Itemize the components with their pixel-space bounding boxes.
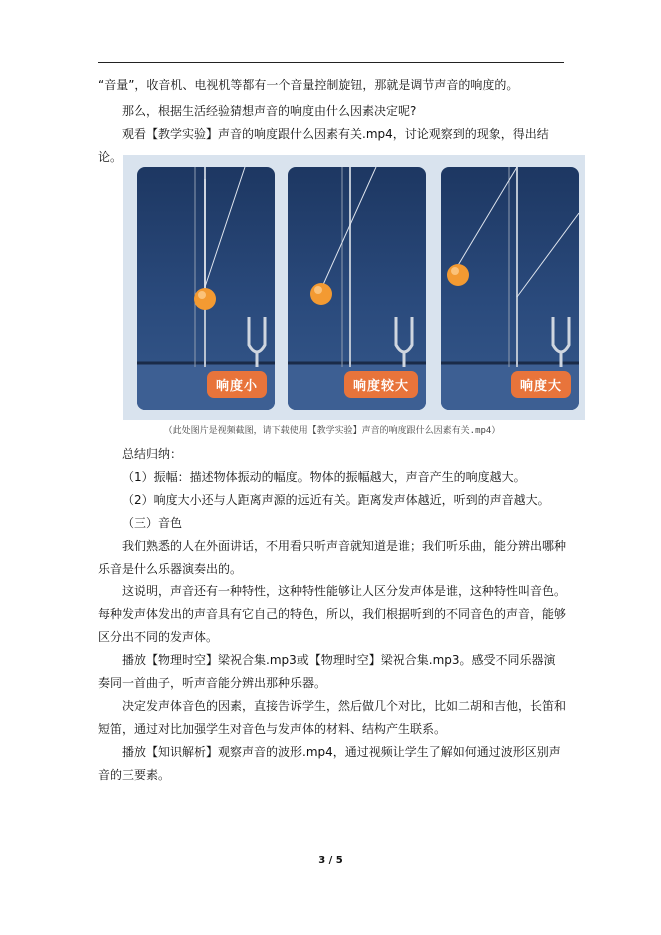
loudness-label-small: 响度小 bbox=[207, 371, 267, 398]
page-number: 3 / 5 bbox=[318, 855, 343, 866]
paragraph-play-music: 播放【物理时空】梁祝合集.mp3或【物理时空】梁祝合集.mp3。感受不同乐器演奏同一首曲子，听声音能分辨出那种乐器。 bbox=[98, 653, 556, 690]
paragraph-timbre-factors: 决定发声体音色的因素，直接告诉学生，然后做几个对比，比如二胡和吉他，长笛和短笛，通过对比加强学生对音色与发声体的材料、结构产生联系。 bbox=[98, 699, 567, 736]
video-screenshot-figure bbox=[123, 155, 585, 420]
paragraph-timbre-definition: 这说明，声音还有一种特性，这种特性能够让人区分发声体是谁，这种特性叫音色。每种发声体发出的声音具有它自己的特色，所以，我们根据听到的不同音色的声音，能够区分出不同的发声体。 bbox=[98, 584, 567, 644]
summary-distance: （2）响度大小还与人距离声源的远近有关。距离发声体越近，听到的声音越大。 bbox=[122, 493, 550, 507]
panel-large-loudness bbox=[441, 167, 579, 410]
loudness-label-large: 响度大 bbox=[511, 371, 571, 398]
header-rule bbox=[98, 62, 564, 63]
summary-amplitude: （1）振幅：描述物体振动的幅度。物体的振幅越大，声音产生的响度越大。 bbox=[122, 470, 526, 484]
figure-caption: （此处图片是视频截图，请下载使用【教学实验】声音的响度跟什么因素有关.mp4） bbox=[163, 426, 501, 436]
paragraph-volume-knob: “音量”，收音机、电视机等都有一个音量控制旋钮，那就是调节声音的响度的。 bbox=[98, 78, 519, 92]
panel-small-loudness bbox=[137, 167, 275, 410]
paragraph-question: 那么，根据生活经验猜想声音的响度由什么因素决定呢? bbox=[122, 104, 417, 118]
paragraph-watch-video: 观看【教学实验】声音的响度跟什么因素有关.mp4，讨论观察到的现象，得出结论。 bbox=[98, 127, 549, 164]
paragraph-waveform-video: 播放【知识解析】观察声音的波形.mp4，通过视频让学生了解如何通过波形区别声音的三要素。 bbox=[98, 745, 561, 782]
loudness-label-medium: 响度较大 bbox=[344, 371, 418, 398]
paragraph-recognize-voice: 我们熟悉的人在外面讲话，不用看只听声音就知道是谁；我们听乐曲，能分辨出哪种乐音是什么乐器演奏出的。 bbox=[98, 539, 567, 576]
section-heading-timbre: （三）音色 bbox=[122, 516, 183, 530]
panel-medium-loudness bbox=[288, 167, 426, 410]
summary-heading: 总结归纳： bbox=[122, 447, 183, 461]
